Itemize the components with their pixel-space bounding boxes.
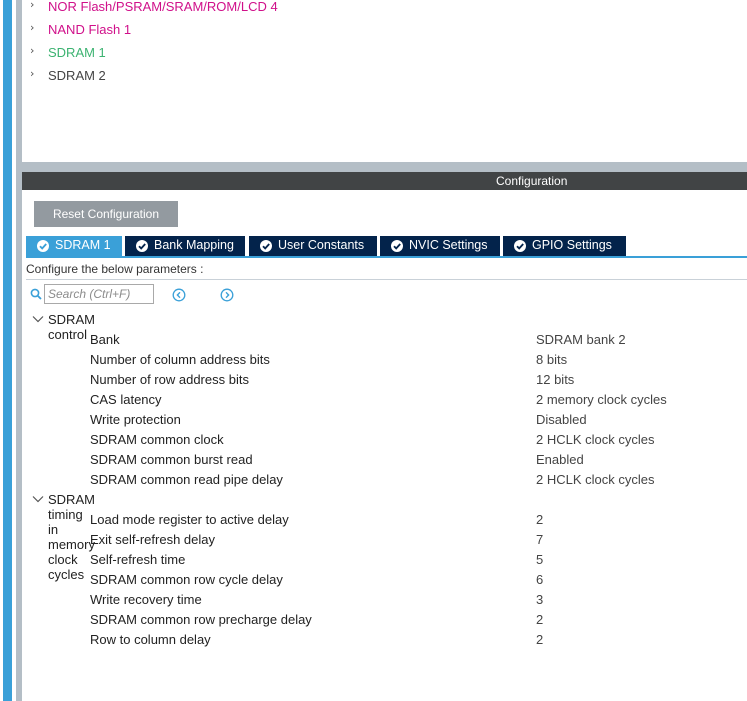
param-row[interactable] xyxy=(0,472,747,492)
param-row[interactable] xyxy=(0,332,747,352)
tree-item-label: NAND Flash 1 xyxy=(48,22,132,37)
param-row[interactable] xyxy=(0,432,747,452)
param-row[interactable] xyxy=(0,352,747,372)
check-circle-icon xyxy=(391,240,403,252)
param-value[interactable]: 2 xyxy=(536,612,544,627)
chevron-right-icon[interactable]: › xyxy=(30,67,35,80)
param-name: Load mode register to active delay xyxy=(90,512,289,527)
tab-label: SDRAM 1 xyxy=(55,238,111,252)
param-name: SDRAM common burst read xyxy=(90,452,253,467)
previous-result-button[interactable] xyxy=(172,288,186,302)
chevron-right-circle-icon xyxy=(220,288,234,302)
param-name: Write recovery time xyxy=(90,592,202,607)
param-name: SDRAM common clock xyxy=(90,432,224,447)
tab-nvic-settings[interactable] xyxy=(380,236,500,256)
configuration-title: Configuration xyxy=(496,174,568,188)
chevron-right-icon[interactable]: › xyxy=(30,21,35,34)
param-row[interactable] xyxy=(0,452,747,472)
param-row[interactable] xyxy=(0,612,747,632)
chevron-right-icon[interactable]: › xyxy=(30,0,35,11)
param-name: Number of column address bits xyxy=(90,352,270,367)
tab-label: User Constants xyxy=(278,238,365,252)
param-value[interactable]: 2 HCLK clock cycles xyxy=(536,472,655,487)
param-value[interactable]: Enabled xyxy=(536,452,584,467)
param-name: Self-refresh time xyxy=(90,552,186,567)
tab-label: GPIO Settings xyxy=(532,238,612,252)
param-value[interactable]: 5 xyxy=(536,552,544,567)
chevron-right-icon[interactable]: › xyxy=(30,44,35,57)
param-row[interactable] xyxy=(0,592,747,612)
param-value[interactable]: 7 xyxy=(536,532,544,547)
param-value[interactable]: 2 memory clock cycles xyxy=(536,392,667,407)
configure-instruction: Configure the below parameters : xyxy=(26,262,204,276)
next-result-button[interactable] xyxy=(220,288,234,302)
tree-item-label: SDRAM 2 xyxy=(48,68,106,83)
group-label: SDRAM timing in memory clock cycles xyxy=(48,492,95,582)
tab-underline xyxy=(26,256,747,258)
tab-gpio-settings[interactable] xyxy=(503,236,626,256)
search-input[interactable] xyxy=(44,284,154,304)
param-name: SDRAM common row precharge delay xyxy=(90,612,312,627)
tab-label: NVIC Settings xyxy=(409,238,488,252)
chevron-left-circle-icon xyxy=(172,288,186,302)
param-value[interactable]: 3 xyxy=(536,592,544,607)
check-circle-icon xyxy=(514,240,526,252)
param-row[interactable] xyxy=(0,512,747,532)
param-name: Number of row address bits xyxy=(90,372,249,387)
tab-label: Bank Mapping xyxy=(154,238,234,252)
param-row[interactable] xyxy=(0,632,747,652)
chevron-down-icon[interactable] xyxy=(32,312,44,329)
param-value[interactable]: 2 xyxy=(536,632,544,647)
param-row[interactable] xyxy=(0,572,747,592)
param-row[interactable] xyxy=(0,532,747,552)
configuration-header xyxy=(22,172,747,190)
param-name: Exit self-refresh delay xyxy=(90,532,215,547)
tab-sdram-1[interactable] xyxy=(26,236,122,256)
param-value[interactable]: 2 HCLK clock cycles xyxy=(536,432,655,447)
param-name: Write protection xyxy=(90,412,181,427)
param-value[interactable]: 12 bits xyxy=(536,372,575,387)
param-row[interactable] xyxy=(0,372,747,392)
panel-divider[interactable] xyxy=(22,162,747,172)
param-name: CAS latency xyxy=(90,392,162,407)
check-circle-icon xyxy=(37,240,49,252)
param-value[interactable]: 6 xyxy=(536,572,544,587)
param-value[interactable]: Disabled xyxy=(536,412,587,427)
tree-item-label: NOR Flash/PSRAM/SRAM/ROM/LCD 4 xyxy=(48,0,278,14)
chevron-down-icon[interactable] xyxy=(32,492,44,509)
check-circle-icon xyxy=(136,240,148,252)
tab-bank-mapping[interactable] xyxy=(125,236,245,256)
check-circle-icon xyxy=(260,240,272,252)
param-name: Bank xyxy=(90,332,120,347)
search-icon xyxy=(30,288,42,303)
param-value[interactable]: 8 bits xyxy=(536,352,568,367)
separator xyxy=(26,279,747,280)
param-row[interactable] xyxy=(0,552,747,572)
param-name: SDRAM common row cycle delay xyxy=(90,572,283,587)
param-name: Row to column delay xyxy=(90,632,211,647)
tree-item-label: SDRAM 1 xyxy=(48,45,106,60)
group-label: SDRAM control xyxy=(48,312,95,342)
reset-configuration-button[interactable]: Reset Configuration xyxy=(34,201,178,227)
param-row[interactable] xyxy=(0,392,747,412)
tab-user-constants[interactable] xyxy=(249,236,377,256)
param-value[interactable]: SDRAM bank 2 xyxy=(536,332,626,347)
param-name: SDRAM common read pipe delay xyxy=(90,472,283,487)
param-row[interactable] xyxy=(0,412,747,432)
param-value[interactable]: 2 xyxy=(536,512,544,527)
